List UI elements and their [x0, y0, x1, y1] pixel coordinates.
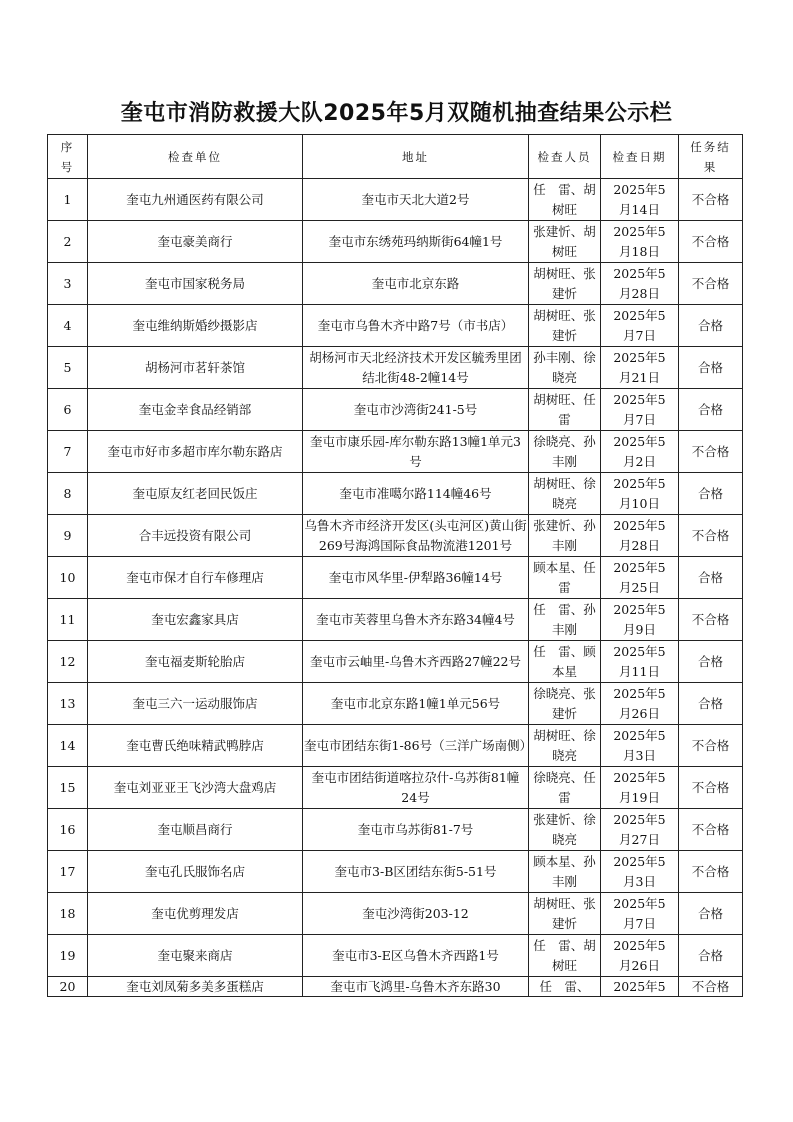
- table-row: [48, 179, 743, 221]
- table-row: [48, 557, 743, 599]
- row-address: 奎屯市康乐园-库尔勒东路13幢1单元3号: [303, 431, 529, 473]
- row-inspectors: 任 雷、: [529, 977, 601, 997]
- row-result: 不合格: [679, 977, 743, 997]
- row-inspectors: 张建忻、徐晓亮: [529, 809, 601, 851]
- row-inspectors: 徐晓亮、张建忻: [529, 683, 601, 725]
- row-address: 胡杨河市天北经济技术开发区毓秀里团结北街48-2幢14号: [303, 347, 529, 389]
- row-seq: 20: [48, 977, 88, 997]
- row-seq: 14: [48, 725, 88, 767]
- row-unit: 奎屯市好市多超市库尔勒东路店: [88, 431, 303, 473]
- row-date: 2025年5月2日: [601, 431, 679, 473]
- row-date: 2025年5月26日: [601, 935, 679, 977]
- table-row: [48, 389, 743, 431]
- row-seq: 9: [48, 515, 88, 557]
- header-result: 任务结果: [679, 135, 743, 179]
- row-address: 奎屯市云岫里-乌鲁木齐西路27幢22号: [303, 641, 529, 683]
- row-result: 合格: [679, 347, 743, 389]
- row-address: 奎屯市乌苏街81-7号: [303, 809, 529, 851]
- row-unit: 奎屯原友红老回民饭庄: [88, 473, 303, 515]
- row-address: 奎屯市芙蓉里乌鲁木齐东路34幢4号: [303, 599, 529, 641]
- row-date: 2025年5月10日: [601, 473, 679, 515]
- table-row: [48, 599, 743, 641]
- row-result: 不合格: [679, 221, 743, 263]
- row-unit: 奎屯市保才自行车修理店: [88, 557, 303, 599]
- row-inspectors: 孙丰刚、徐晓亮: [529, 347, 601, 389]
- table-row: [48, 809, 743, 851]
- table-row: [48, 851, 743, 893]
- table-row: [48, 725, 743, 767]
- row-unit: 奎屯三六一运动服饰店: [88, 683, 303, 725]
- row-address: 奎屯沙湾街203-12: [303, 893, 529, 935]
- row-address: 奎屯市北京东路1幢1单元56号: [303, 683, 529, 725]
- row-unit: 奎屯优剪理发店: [88, 893, 303, 935]
- row-unit: 奎屯九州通医药有限公司: [88, 179, 303, 221]
- table-row: [48, 767, 743, 809]
- header-unit: 检查单位: [88, 135, 303, 179]
- row-unit: 奎屯市国家税务局: [88, 263, 303, 305]
- row-result: 合格: [679, 893, 743, 935]
- row-date: 2025年5月28日: [601, 515, 679, 557]
- table-row: [48, 473, 743, 515]
- row-address: 奎屯市东绣苑玛纳斯街64幢1号: [303, 221, 529, 263]
- row-date: 2025年5月27日: [601, 809, 679, 851]
- row-date: 2025年5月14日: [601, 179, 679, 221]
- row-result: 不合格: [679, 767, 743, 809]
- inspection-results-table: [47, 134, 743, 997]
- table-row: [48, 683, 743, 725]
- row-result: 合格: [679, 473, 743, 515]
- row-inspectors: 胡树旺、张建忻: [529, 893, 601, 935]
- row-address: 奎屯市沙湾街241-5号: [303, 389, 529, 431]
- table-row: [48, 977, 743, 997]
- row-date: 2025年5月7日: [601, 305, 679, 347]
- row-seq: 2: [48, 221, 88, 263]
- table-header-row: [48, 135, 743, 179]
- row-seq: 11: [48, 599, 88, 641]
- row-date: 2025年5月3日: [601, 851, 679, 893]
- row-address: 奎屯市天北大道2号: [303, 179, 529, 221]
- row-date: 2025年5月7日: [601, 389, 679, 431]
- row-seq: 17: [48, 851, 88, 893]
- row-address: 奎屯市乌鲁木齐中路7号（市书店）: [303, 305, 529, 347]
- row-unit: 合丰远投资有限公司: [88, 515, 303, 557]
- table-row: [48, 893, 743, 935]
- row-inspectors: 胡树旺、张建忻: [529, 263, 601, 305]
- table-body: [48, 179, 743, 997]
- row-result: 合格: [679, 557, 743, 599]
- row-inspectors: 张建忻、孙丰刚: [529, 515, 601, 557]
- row-seq: 3: [48, 263, 88, 305]
- row-date: 2025年5月18日: [601, 221, 679, 263]
- row-address: 奎屯市风华里-伊犁路36幢14号: [303, 557, 529, 599]
- header-date: 检查日期: [601, 135, 679, 179]
- row-inspectors: 胡树旺、徐晓亮: [529, 473, 601, 515]
- row-date: 2025年5月3日: [601, 725, 679, 767]
- row-inspectors: 徐晓亮、任 雷: [529, 767, 601, 809]
- row-inspectors: 胡树旺、徐晓亮: [529, 725, 601, 767]
- row-unit: 奎屯维纳斯婚纱摄影店: [88, 305, 303, 347]
- row-unit: 奎屯顺昌商行: [88, 809, 303, 851]
- row-date: 2025年5月26日: [601, 683, 679, 725]
- row-inspectors: 徐晓亮、孙丰刚: [529, 431, 601, 473]
- row-inspectors: 顾本星、孙丰刚: [529, 851, 601, 893]
- row-address: 奎屯市飞鸿里-乌鲁木齐东路30: [303, 977, 529, 997]
- row-result: 合格: [679, 305, 743, 347]
- row-result: 合格: [679, 641, 743, 683]
- row-result: 不合格: [679, 809, 743, 851]
- row-unit: 奎屯孔氏服饰名店: [88, 851, 303, 893]
- row-inspectors: 张建忻、胡树旺: [529, 221, 601, 263]
- row-inspectors: 顾本星、任 雷: [529, 557, 601, 599]
- row-date: 2025年5: [601, 977, 679, 997]
- row-result: 不合格: [679, 851, 743, 893]
- row-address: 奎屯市3-B区团结东街5-51号: [303, 851, 529, 893]
- row-unit: 奎屯曹氏绝味精武鸭脖店: [88, 725, 303, 767]
- row-inspectors: 胡树旺、任 雷: [529, 389, 601, 431]
- row-seq: 1: [48, 179, 88, 221]
- row-date: 2025年5月7日: [601, 893, 679, 935]
- row-seq: 19: [48, 935, 88, 977]
- row-seq: 6: [48, 389, 88, 431]
- row-seq: 13: [48, 683, 88, 725]
- row-seq: 12: [48, 641, 88, 683]
- row-unit: 奎屯豪美商行: [88, 221, 303, 263]
- row-inspectors: 胡树旺、张建忻: [529, 305, 601, 347]
- row-result: 合格: [679, 935, 743, 977]
- row-seq: 18: [48, 893, 88, 935]
- table-row: [48, 263, 743, 305]
- row-unit: 奎屯宏鑫家具店: [88, 599, 303, 641]
- table-row: [48, 221, 743, 263]
- table-row: [48, 935, 743, 977]
- row-address: 奎屯市北京东路: [303, 263, 529, 305]
- row-address: 奎屯市准噶尔路114幢46号: [303, 473, 529, 515]
- row-seq: 16: [48, 809, 88, 851]
- row-address: 奎屯市团结东街1-86号（三洋广场南侧）: [303, 725, 529, 767]
- row-unit: 奎屯福麦斯轮胎店: [88, 641, 303, 683]
- row-unit: 胡杨河市茗轩茶馆: [88, 347, 303, 389]
- row-date: 2025年5月21日: [601, 347, 679, 389]
- row-seq: 4: [48, 305, 88, 347]
- row-result: 不合格: [679, 725, 743, 767]
- row-address: 奎屯市团结街道喀拉尕什-乌苏街81幢24号: [303, 767, 529, 809]
- row-inspectors: 任 雷、顾本星: [529, 641, 601, 683]
- row-seq: 7: [48, 431, 88, 473]
- row-result: 不合格: [679, 515, 743, 557]
- row-date: 2025年5月19日: [601, 767, 679, 809]
- row-date: 2025年5月28日: [601, 263, 679, 305]
- row-seq: 5: [48, 347, 88, 389]
- row-unit: 奎屯刘凤菊多美多蛋糕店: [88, 977, 303, 997]
- row-address: 乌鲁木齐市经济开发区(头屯河区)黄山街269号海鸿国际食品物流港1201号: [303, 515, 529, 557]
- row-date: 2025年5月11日: [601, 641, 679, 683]
- row-unit: 奎屯聚来商店: [88, 935, 303, 977]
- row-seq: 15: [48, 767, 88, 809]
- table-row: [48, 515, 743, 557]
- row-result: 不合格: [679, 431, 743, 473]
- table-row: [48, 347, 743, 389]
- row-seq: 10: [48, 557, 88, 599]
- row-address: 奎屯市3-E区乌鲁木齐西路1号: [303, 935, 529, 977]
- row-unit: 奎屯金幸食品经销部: [88, 389, 303, 431]
- header-address: 地址: [303, 135, 529, 179]
- row-inspectors: 任 雷、孙丰刚: [529, 599, 601, 641]
- row-result: 不合格: [679, 179, 743, 221]
- table-row: [48, 431, 743, 473]
- table-row: [48, 305, 743, 347]
- row-result: 合格: [679, 683, 743, 725]
- row-inspectors: 任 雷、胡树旺: [529, 179, 601, 221]
- row-date: 2025年5月9日: [601, 599, 679, 641]
- page-title: 奎屯市消防救援大队2025年5月双随机抽查结果公示栏: [120, 101, 673, 126]
- row-result: 不合格: [679, 599, 743, 641]
- table-row: [48, 641, 743, 683]
- row-unit: 奎屯刘亚亚王飞沙湾大盘鸡店: [88, 767, 303, 809]
- row-seq: 8: [48, 473, 88, 515]
- header-seq: 序号: [48, 135, 88, 179]
- header-inspectors: 检查人员: [529, 135, 601, 179]
- row-date: 2025年5月25日: [601, 557, 679, 599]
- row-result: 不合格: [679, 263, 743, 305]
- row-inspectors: 任 雷、胡树旺: [529, 935, 601, 977]
- row-result: 合格: [679, 389, 743, 431]
